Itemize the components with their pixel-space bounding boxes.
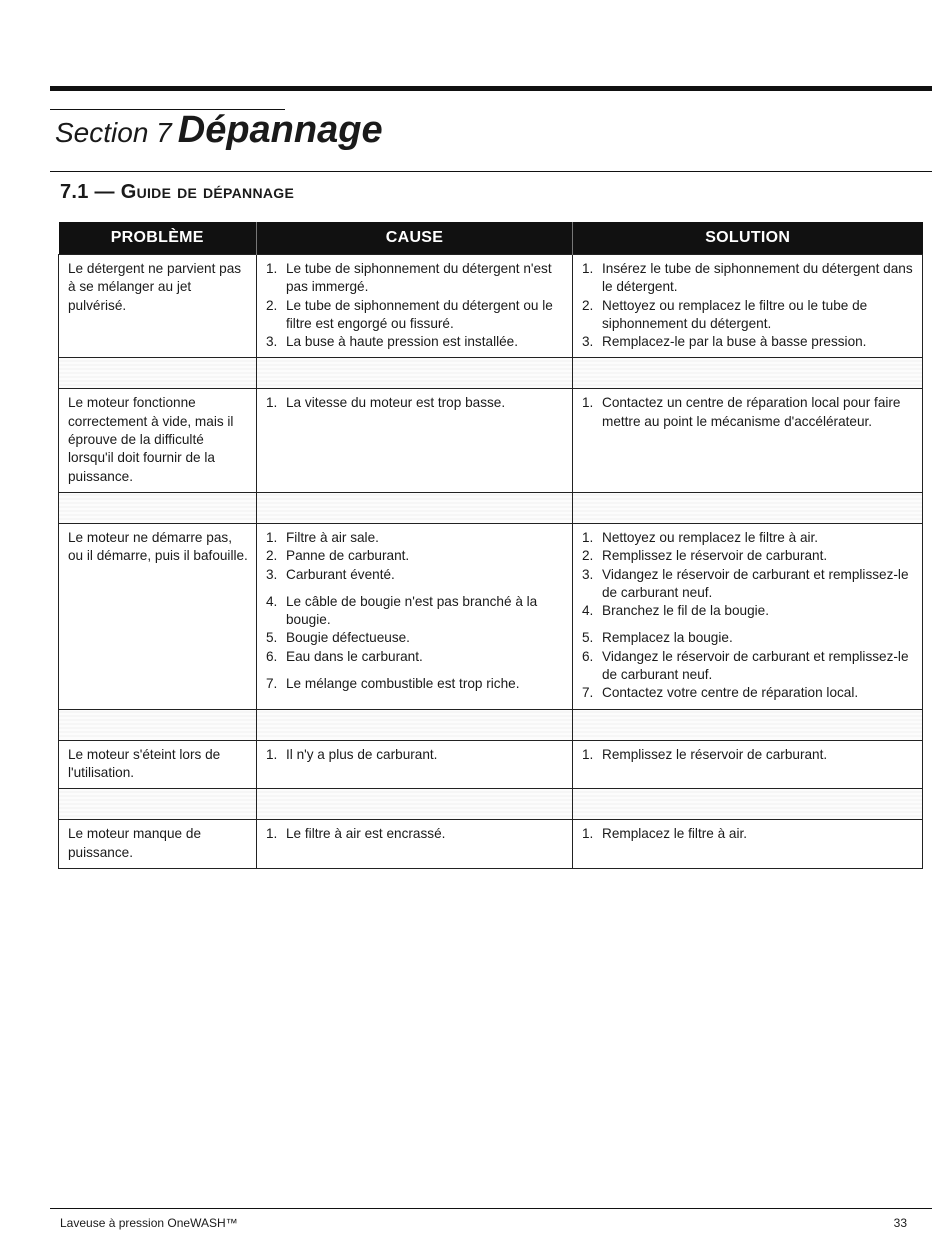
list-item: 1. Le tube de siphonnement du détergent n'est pas immergé. [266,260,564,297]
top-rule [50,86,932,91]
list-item: 1. Insérez le tube de siphonnement du détergent dans le détergent. [582,260,914,297]
cause-cell [257,255,573,358]
solution-text: Contactez un centre de réparation local pour faire mettre au point le mécanisme d'accélérateur. [602,395,901,429]
list-item: 7. Contactez votre centre de réparation local. [582,684,914,702]
troubleshooting-table [58,222,923,869]
solution-list [582,394,914,431]
solution-list [582,746,914,764]
cause-text: La buse à haute pression est installée. [286,334,519,350]
cause-list [266,394,564,412]
table-row [59,820,923,869]
list-item: 1. Filtre à air sale. [266,529,564,547]
header-solution: SOLUTION [573,222,923,255]
problem-text: Le détergent ne parvient pas à se mélanger au jet pulvérisé. [68,261,242,313]
solution-text: Remplacez le filtre à air. [602,826,748,842]
section-title [55,108,383,154]
list-item: 3. Vidangez le réservoir de carburant et remplissez-le de carburant neuf. [582,566,914,603]
cause-text: Le câble de bougie n'est pas branché à la bougie. [286,593,538,628]
solution-list [582,529,914,703]
subsection-title: 7.1 — Guide de dépannage [60,181,295,203]
solution-list [582,825,914,843]
list-item: 1. Il n'y a plus de carburant. [266,746,564,764]
list-item: 1. Remplacez le filtre à air. [582,825,914,843]
table-header-row [59,222,923,255]
solution-cell [573,255,923,358]
footer-product-name: Laveuse à pression OneWASH™ [60,1216,238,1230]
cause-list [266,260,564,351]
list-item: 2. Le tube de siphonnement du détergent ou le filtre est engorgé ou fissuré. [266,297,564,334]
table-row [59,389,923,492]
cause-text: Il n'y a plus de carburant. [286,746,438,762]
problem-text: Le moteur ne démarre pas, ou il démarre, puis il bafouille. [68,529,248,564]
solution-text: Remplacez la bougie. [602,630,733,646]
list-item: 6. Vidangez le réservoir de carburant et remplissez-le de carburant neuf. [582,648,914,685]
cause-list [266,529,564,693]
solution-list [582,260,914,351]
list-item: 3. La buse à haute pression est installée. [266,333,564,351]
problem-cell [59,255,257,358]
problem-cell [59,820,257,869]
solution-text: Vidangez le réservoir de carburant et remplissez-le de carburant neuf. [602,566,909,600]
cause-text: Bougie défectueuse. [286,630,410,646]
title-rule-long [50,171,932,172]
list-item: 2. Nettoyez ou remplacez le filtre ou le tube de siphonnement du détergent. [582,297,914,334]
solution-cell [573,523,923,709]
separator-row [59,709,923,740]
table-row [59,255,923,358]
list-item: 1. Nettoyez ou remplacez le filtre à air. [582,529,914,547]
list-item: 6. Eau dans le carburant. [266,648,564,666]
section-name: Dépannage [177,109,383,151]
list-item: 1. Contactez un centre de réparation local pour faire mettre au point le mécanisme d'accélérateur. [582,394,914,431]
cause-cell [257,389,573,492]
problem-text: Le moteur s'éteint lors de l'utilisation. [68,746,221,780]
list-item: 3. Remplacez-le par la buse à basse pression. [582,333,914,351]
solution-text: Nettoyez ou remplacez le filtre ou le tube de siphonnement du détergent. [602,297,868,331]
solution-cell [573,389,923,492]
cause-list [266,825,564,843]
solution-cell [573,820,923,869]
cause-text: Carburant éventé. [286,566,395,582]
solution-text: Remplacez-le par la buse à basse pression. [602,334,867,350]
table-row [59,523,923,709]
list-item: 1. La vitesse du moteur est trop basse. [266,394,564,412]
list-item: 5. Remplacez la bougie. [582,629,914,647]
solution-text: Contactez votre centre de réparation local. [602,685,859,701]
list-item: 1. Le filtre à air est encrassé. [266,825,564,843]
problem-cell [59,740,257,789]
separator-row [59,789,923,820]
problem-text: Le moteur fonctionne correctement à vide, mais il éprouve de la difficulté lorsqu'il doit fournir de la puissance. [68,395,234,484]
cause-cell [257,523,573,709]
problem-cell [59,389,257,492]
list-item: 4. Branchez le fil de la bougie. [582,602,914,620]
cause-text: Le tube de siphonnement du détergent n'est pas immergé. [286,261,552,295]
list-item: 2. Panne de carburant. [266,547,564,565]
problem-text: Le moteur manque de puissance. [68,826,202,860]
solution-text: Insérez le tube de siphonnement du détergent dans le détergent. [602,261,913,295]
separator-row [59,492,923,523]
list-item: 2. Remplissez le réservoir de carburant. [582,547,914,565]
header-cause: CAUSE [257,222,573,255]
header-problem: PROBLÈME [59,222,257,255]
separator-row [59,358,923,389]
problem-cell [59,523,257,709]
cause-text: Le mélange combustible est trop riche. [286,676,520,692]
cause-cell [257,740,573,789]
table-row [59,740,923,789]
solution-text: Nettoyez ou remplacez le filtre à air. [602,529,819,545]
solution-text: Remplissez le réservoir de carburant. [602,548,828,564]
solution-text: Vidangez le réservoir de carburant et remplissez-le de carburant neuf. [602,648,909,683]
solution-text: Branchez le fil de la bougie. [602,603,770,619]
list-item: 7. Le mélange combustible est trop riche. [266,675,564,693]
list-item: 5. Bougie défectueuse. [266,629,564,647]
cause-cell [257,820,573,869]
cause-text: Le tube de siphonnement du détergent ou le filtre est engorgé ou fissuré. [286,297,553,331]
cause-list [266,746,564,764]
list-item: 1. Remplissez le réservoir de carburant. [582,746,914,764]
solution-cell [573,740,923,789]
footer-rule [50,1208,932,1209]
list-item: 3. Carburant éventé. [266,566,564,584]
list-item: 4. Le câble de bougie n'est pas branché à la bougie. [266,593,564,630]
cause-text: La vitesse du moteur est trop basse. [286,395,506,411]
cause-text: Le filtre à air est encrassé. [286,826,446,842]
page-number: 33 [893,1216,907,1230]
solution-text: Remplissez le réservoir de carburant. [602,746,828,762]
cause-text: Filtre à air sale. [286,529,379,545]
cause-text: Panne de carburant. [286,548,410,564]
cause-text: Eau dans le carburant. [286,648,423,664]
section-prefix: Section 7 [55,117,172,148]
